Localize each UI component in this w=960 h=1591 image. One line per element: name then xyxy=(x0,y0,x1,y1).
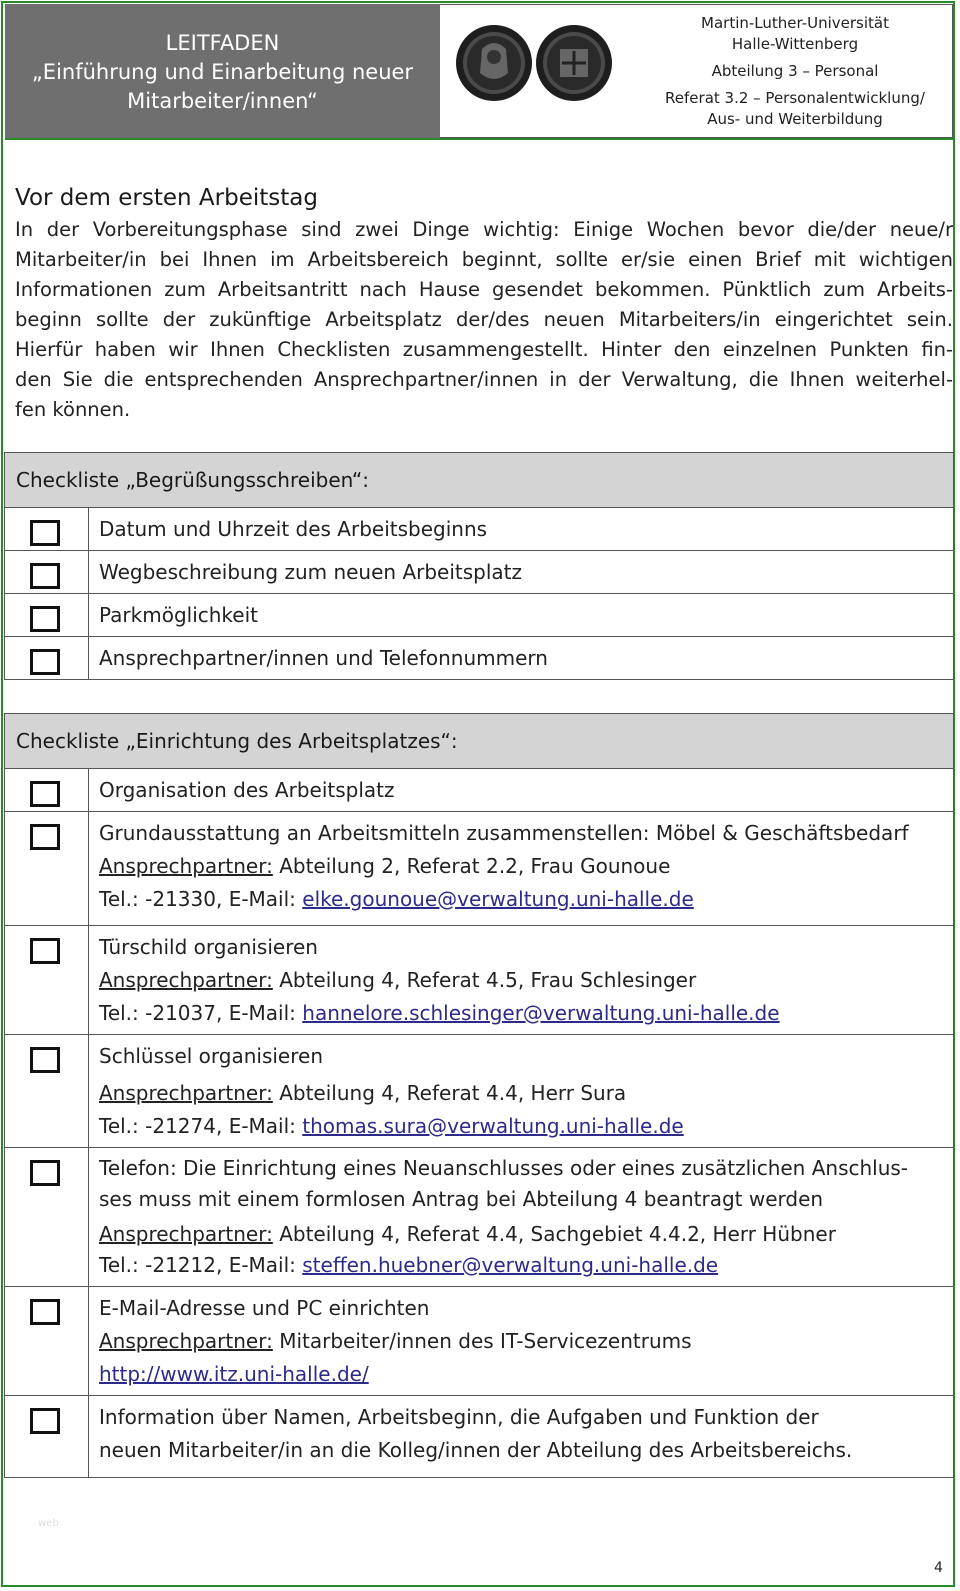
contact-label: Ansprechpartner: xyxy=(99,854,273,878)
checklist-row xyxy=(5,551,954,594)
watermark: web xyxy=(38,1518,59,1529)
checklist-row xyxy=(5,926,954,1035)
checklist-item xyxy=(89,1148,954,1287)
checklist-item: Parkmöglichkeit xyxy=(89,594,954,637)
email-link[interactable]: thomas.sura@verwaltung.uni-halle.de xyxy=(302,1114,684,1138)
item-text: Schlüssel organisieren xyxy=(99,1044,323,1068)
checkbox[interactable] xyxy=(30,824,60,850)
checklist-row xyxy=(5,769,954,812)
checkbox[interactable] xyxy=(30,649,60,675)
checklist-item: Organisation des Arbeitsplatz xyxy=(89,769,954,812)
checklist-title: Checkliste „Begrüßungsschreiben“: xyxy=(5,453,954,508)
checkbox[interactable] xyxy=(30,606,60,632)
checklist-row xyxy=(5,1035,954,1148)
header-divider xyxy=(5,138,953,140)
phone-label: Tel.: -21330, E-Mail: xyxy=(99,887,303,911)
contact-person: Mitarbeiter/innen des IT-Servicezentrums xyxy=(272,1329,692,1353)
checkbox[interactable] xyxy=(30,1408,60,1434)
department: Abteilung 3 – Personal xyxy=(711,62,879,80)
email-link[interactable]: hannelore.schlesinger@verwaltung.uni-halle.de xyxy=(302,1001,780,1025)
checklist-row xyxy=(5,1148,954,1287)
checkbox[interactable] xyxy=(30,563,60,589)
contact-person: Abteilung 4, Referat 4.4, Sachgebiet 4.4.2, Herr Hübner xyxy=(272,1222,836,1246)
section-title: Vor dem ersten Arbeitstag xyxy=(15,185,318,211)
intro-line: den Sie die entsprechenden Ansprechpartner/innen in der Verwaltung, die Ihnen weiterhel- xyxy=(15,368,953,391)
intro-line: Hierfür haben wir Ihnen Checklisten zusammengestellt. Hinter den einzelnen Punkten fin- xyxy=(15,338,953,361)
item-text-line-2: neuen Mitarbeiter/in an die Kolleg/innen der Abteilung des Arbeitsbereichs. xyxy=(99,1438,853,1462)
contact-label: Ansprechpartner: xyxy=(99,1081,273,1105)
org-name-line-1: Martin-Luther-Universität xyxy=(701,14,889,32)
item-text: E-Mail-Adresse und PC einrichten xyxy=(99,1296,430,1320)
checklist-item: Wegbeschreibung zum neuen Arbeitsplatz xyxy=(89,551,954,594)
checklist-row xyxy=(5,812,954,926)
checklist-item: Ansprechpartner/innen und Telefonnummern xyxy=(89,637,954,680)
institution-info xyxy=(640,13,950,130)
seal-left-icon xyxy=(456,25,532,101)
checklist-item xyxy=(89,926,954,1035)
checkbox[interactable] xyxy=(30,938,60,964)
contact-person: Abteilung 2, Referat 2.2, Frau Gounoue xyxy=(272,854,671,878)
phone-label: Tel.: -21274, E-Mail: xyxy=(99,1114,303,1138)
intro-line: beginn sollte der zukünftige Arbeitsplatz der/des neuen Mitarbeiters/in eingerichtet sein. xyxy=(15,308,953,331)
contact-label: Ansprechpartner: xyxy=(99,1222,273,1246)
intro-line: Mitarbeiter/in bei Ihnen im Arbeitsbereich beginnt, sollte er/sie einen Brief mit wichtigen xyxy=(15,248,953,271)
checkbox[interactable] xyxy=(30,1299,60,1325)
contact-label: Ansprechpartner: xyxy=(99,1329,273,1353)
item-text-line-2: ses muss mit einem formlosen Antrag bei Abteilung 4 beantragt werden xyxy=(99,1187,824,1211)
checklist-item: Datum und Uhrzeit des Arbeitsbeginns xyxy=(89,508,954,551)
email-link[interactable]: steffen.huebner@verwaltung.uni-halle.de xyxy=(302,1253,719,1277)
phone-label: Tel.: -21212, E-Mail: xyxy=(99,1253,303,1277)
contact-person: Abteilung 4, Referat 4.5, Frau Schlesinger xyxy=(272,968,697,992)
email-link[interactable]: elke.gounoue@verwaltung.uni-halle.de xyxy=(302,887,694,911)
checklist-item xyxy=(89,1287,954,1396)
checklist-row xyxy=(5,637,954,680)
item-text-line-1: Information über Namen, Arbeitsbeginn, die Aufgaben und Funktion der xyxy=(99,1405,819,1429)
document-title-line-3: Mitarbeiter/innen“ xyxy=(127,89,318,113)
checklist-row xyxy=(5,1396,954,1478)
intro-line: Informationen zum Arbeitsantritt nach Hause gesendet bekommen. Pünktlich zum Arbeits- xyxy=(15,278,953,301)
item-text-line-1: Telefon: Die Einrichtung eines Neuanschlusses oder eines zusätzlichen Anschlus- xyxy=(99,1156,909,1180)
org-name-line-2: Halle-Wittenberg xyxy=(731,35,859,53)
phone-label: Tel.: -21037, E-Mail: xyxy=(99,1001,303,1025)
unit-line-1: Referat 3.2 – Personalentwicklung/ xyxy=(665,89,925,107)
checklist-item xyxy=(89,1396,954,1478)
institution-block xyxy=(440,4,953,138)
document-title-block xyxy=(5,4,440,138)
contact-person: Abteilung 4, Referat 4.4, Herr Sura xyxy=(272,1081,627,1105)
checklist-row xyxy=(5,594,954,637)
intro-paragraph xyxy=(15,215,953,425)
item-text: Türschild organisieren xyxy=(99,935,318,959)
contact-label: Ansprechpartner: xyxy=(99,968,273,992)
checkbox[interactable] xyxy=(30,520,60,546)
checkbox[interactable] xyxy=(30,1160,60,1186)
checkbox[interactable] xyxy=(30,1047,60,1073)
checklist-workplace-setup xyxy=(4,713,954,1478)
page-number: 4 xyxy=(934,1560,943,1576)
checklist-item xyxy=(89,812,954,926)
university-seals-logo xyxy=(452,23,622,103)
intro-line: fen können. xyxy=(15,398,131,421)
intro-line: In der Vorbereitungsphase sind zwei Dinge wichtig: Einige Wochen bevor die/der neue/r xyxy=(15,218,953,241)
document-title-line-1: LEITFADEN xyxy=(165,31,280,55)
item-text: Grundausstattung an Arbeitsmitteln zusammenstellen: Möbel & Geschäftsbedarf xyxy=(99,821,909,845)
unit-line-2: Aus- und Weiterbildung xyxy=(707,110,883,128)
checklist-title: Checkliste „Einrichtung des Arbeitsplatzes“: xyxy=(5,714,954,769)
document-title-line-2: „Einführung und Einarbeitung neuer xyxy=(31,60,414,84)
seal-right-icon xyxy=(536,25,612,101)
checklist-row xyxy=(5,1287,954,1396)
checkbox[interactable] xyxy=(30,781,60,807)
website-link[interactable]: http://www.itz.uni-halle.de/ xyxy=(99,1362,369,1386)
checklist-welcome-letter xyxy=(4,452,954,680)
checklist-item xyxy=(89,1035,954,1148)
checklist-row xyxy=(5,508,954,551)
